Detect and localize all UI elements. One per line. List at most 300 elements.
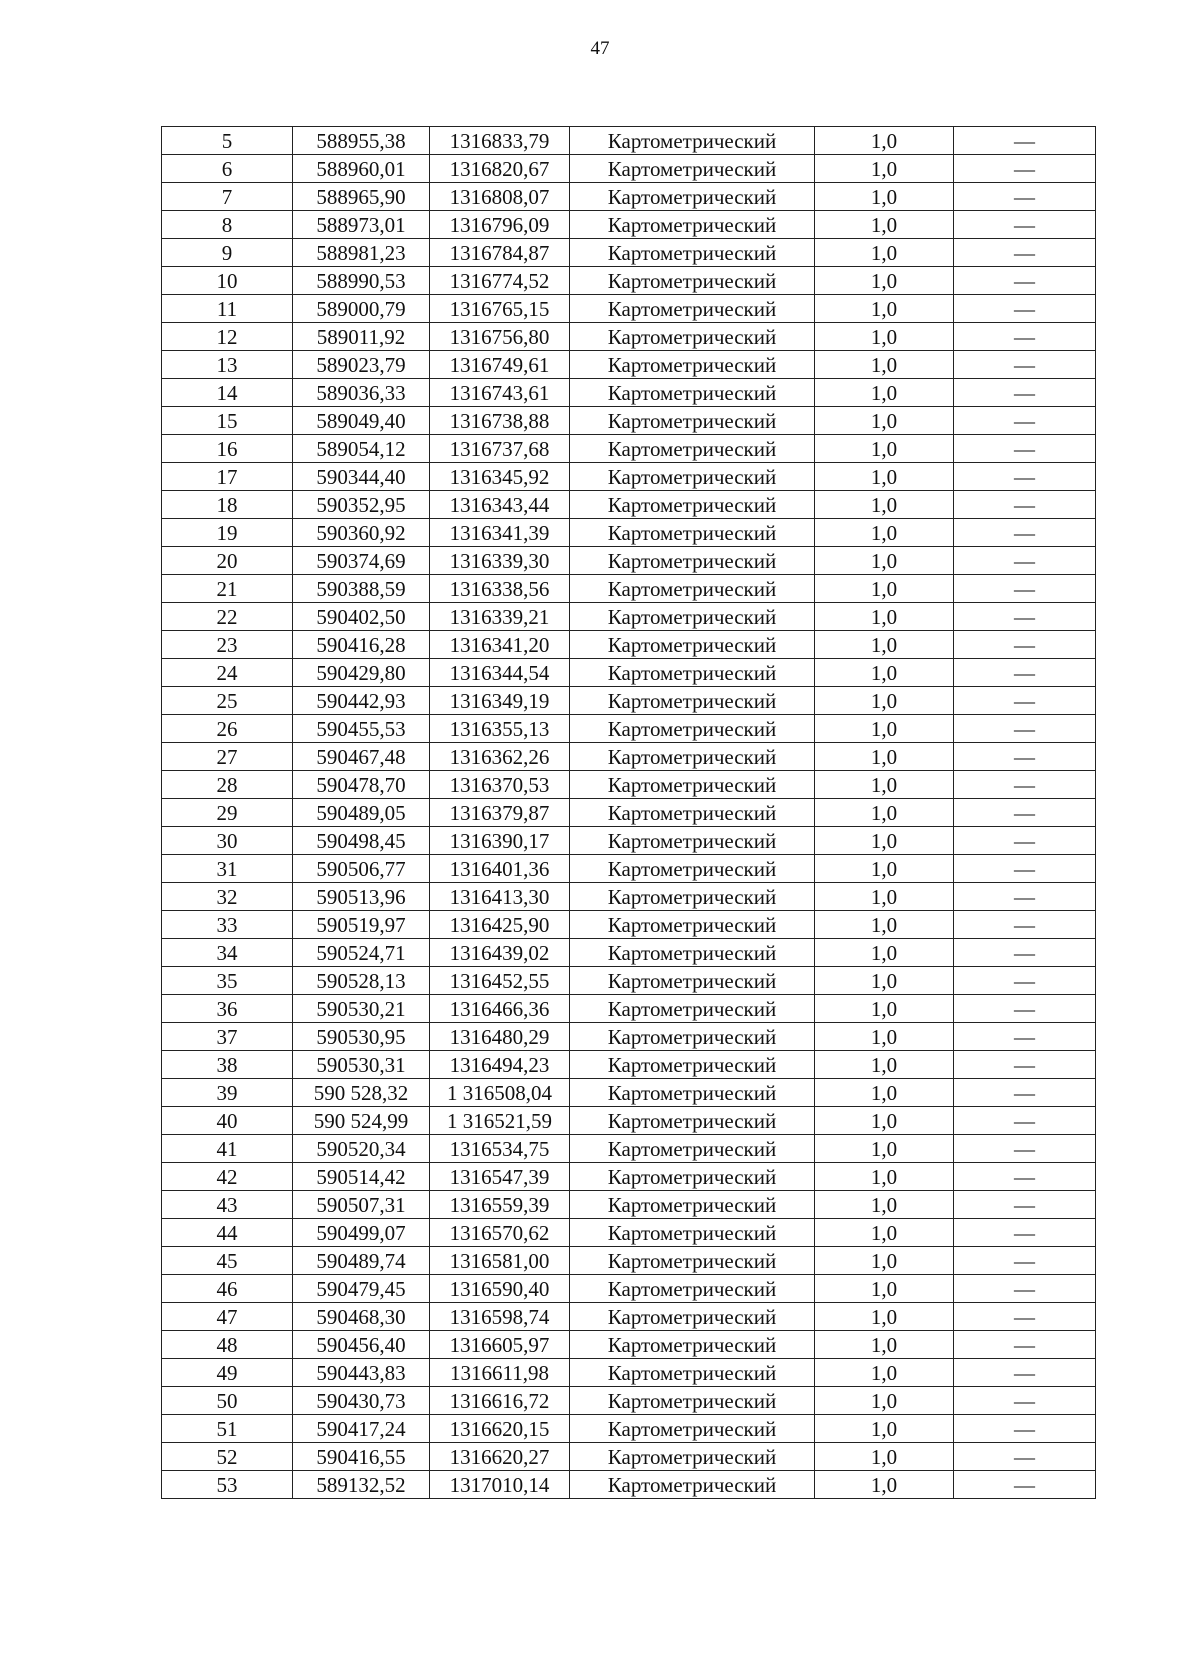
method-cell: Картометрический — [570, 547, 815, 575]
y-coordinate-cell: 1316344,54 — [430, 659, 570, 687]
accuracy-cell: 1,0 — [815, 687, 954, 715]
point-number-cell: 45 — [162, 1247, 293, 1275]
table-row — [162, 575, 1096, 603]
point-number-cell: 43 — [162, 1191, 293, 1219]
method-cell: Картометрический — [570, 799, 815, 827]
accuracy-cell: 1,0 — [815, 1023, 954, 1051]
coordinates-table — [161, 126, 1096, 1499]
accuracy-cell: 1,0 — [815, 1471, 954, 1499]
y-coordinate-cell: 1316439,02 — [430, 939, 570, 967]
accuracy-cell: 1,0 — [815, 1051, 954, 1079]
table-row — [162, 1303, 1096, 1331]
x-coordinate-cell: 590352,95 — [293, 491, 430, 519]
method-cell: Картометрический — [570, 1415, 815, 1443]
point-number-cell: 27 — [162, 743, 293, 771]
x-coordinate-cell: 588981,23 — [293, 239, 430, 267]
method-cell: Картометрический — [570, 771, 815, 799]
x-coordinate-cell: 590478,70 — [293, 771, 430, 799]
x-coordinate-cell: 590530,21 — [293, 995, 430, 1023]
accuracy-cell: 1,0 — [815, 351, 954, 379]
table-row — [162, 323, 1096, 351]
note-cell: — — [954, 911, 1096, 939]
accuracy-cell: 1,0 — [815, 1079, 954, 1107]
accuracy-cell: 1,0 — [815, 1443, 954, 1471]
note-cell: — — [954, 127, 1096, 155]
y-coordinate-cell: 1316605,97 — [430, 1331, 570, 1359]
method-cell: Картометрический — [570, 911, 815, 939]
method-cell: Картометрический — [570, 1387, 815, 1415]
note-cell: — — [954, 1443, 1096, 1471]
note-cell: — — [954, 771, 1096, 799]
note-cell: — — [954, 967, 1096, 995]
accuracy-cell: 1,0 — [815, 967, 954, 995]
x-coordinate-cell: 590498,45 — [293, 827, 430, 855]
point-number-cell: 37 — [162, 1023, 293, 1051]
note-cell: — — [954, 995, 1096, 1023]
point-number-cell: 14 — [162, 379, 293, 407]
point-number-cell: 23 — [162, 631, 293, 659]
point-number-cell: 32 — [162, 883, 293, 911]
note-cell: — — [954, 1415, 1096, 1443]
method-cell: Картометрический — [570, 855, 815, 883]
note-cell: — — [954, 1135, 1096, 1163]
point-number-cell: 44 — [162, 1219, 293, 1247]
point-number-cell: 22 — [162, 603, 293, 631]
table-row — [162, 183, 1096, 211]
table-row — [162, 1415, 1096, 1443]
method-cell: Картометрический — [570, 127, 815, 155]
point-number-cell: 12 — [162, 323, 293, 351]
y-coordinate-cell: 1316820,67 — [430, 155, 570, 183]
method-cell: Картометрический — [570, 267, 815, 295]
accuracy-cell: 1,0 — [815, 463, 954, 491]
point-number-cell: 15 — [162, 407, 293, 435]
accuracy-cell: 1,0 — [815, 1219, 954, 1247]
method-cell: Картометрический — [570, 1331, 815, 1359]
table-row — [162, 855, 1096, 883]
note-cell: — — [954, 631, 1096, 659]
y-coordinate-cell: 1316534,75 — [430, 1135, 570, 1163]
note-cell: — — [954, 603, 1096, 631]
y-coordinate-cell: 1 316508,04 — [430, 1079, 570, 1107]
note-cell: — — [954, 1051, 1096, 1079]
table-row — [162, 687, 1096, 715]
x-coordinate-cell: 590479,45 — [293, 1275, 430, 1303]
table-row — [162, 295, 1096, 323]
method-cell: Картометрический — [570, 1135, 815, 1163]
table-row — [162, 463, 1096, 491]
method-cell: Картометрический — [570, 519, 815, 547]
table-row — [162, 631, 1096, 659]
method-cell: Картометрический — [570, 659, 815, 687]
table-row — [162, 1023, 1096, 1051]
x-coordinate-cell: 590513,96 — [293, 883, 430, 911]
accuracy-cell: 1,0 — [815, 1303, 954, 1331]
point-number-cell: 28 — [162, 771, 293, 799]
point-number-cell: 33 — [162, 911, 293, 939]
method-cell: Картометрический — [570, 1107, 815, 1135]
note-cell: — — [954, 239, 1096, 267]
x-coordinate-cell: 590416,55 — [293, 1443, 430, 1471]
table-row — [162, 603, 1096, 631]
table-row — [162, 1079, 1096, 1107]
y-coordinate-cell: 1316590,40 — [430, 1275, 570, 1303]
accuracy-cell: 1,0 — [815, 1107, 954, 1135]
accuracy-cell: 1,0 — [815, 827, 954, 855]
accuracy-cell: 1,0 — [815, 911, 954, 939]
accuracy-cell: 1,0 — [815, 267, 954, 295]
accuracy-cell: 1,0 — [815, 519, 954, 547]
y-coordinate-cell: 1316616,72 — [430, 1387, 570, 1415]
y-coordinate-cell: 1316570,62 — [430, 1219, 570, 1247]
x-coordinate-cell: 590467,48 — [293, 743, 430, 771]
method-cell: Картометрический — [570, 379, 815, 407]
x-coordinate-cell: 590429,80 — [293, 659, 430, 687]
table-row — [162, 1359, 1096, 1387]
y-coordinate-cell: 1316743,61 — [430, 379, 570, 407]
accuracy-cell: 1,0 — [815, 631, 954, 659]
note-cell: — — [954, 575, 1096, 603]
note-cell: — — [954, 1471, 1096, 1499]
method-cell: Картометрический — [570, 155, 815, 183]
method-cell: Картометрический — [570, 463, 815, 491]
table-row — [162, 351, 1096, 379]
method-cell: Картометрический — [570, 1191, 815, 1219]
note-cell: — — [954, 1247, 1096, 1275]
table-row — [162, 379, 1096, 407]
accuracy-cell: 1,0 — [815, 883, 954, 911]
point-number-cell: 7 — [162, 183, 293, 211]
method-cell: Картометрический — [570, 995, 815, 1023]
y-coordinate-cell: 1316581,00 — [430, 1247, 570, 1275]
method-cell: Картометрический — [570, 939, 815, 967]
accuracy-cell: 1,0 — [815, 183, 954, 211]
accuracy-cell: 1,0 — [815, 1275, 954, 1303]
x-coordinate-cell: 589132,52 — [293, 1471, 430, 1499]
point-number-cell: 47 — [162, 1303, 293, 1331]
x-coordinate-cell: 588973,01 — [293, 211, 430, 239]
accuracy-cell: 1,0 — [815, 743, 954, 771]
point-number-cell: 9 — [162, 239, 293, 267]
accuracy-cell: 1,0 — [815, 155, 954, 183]
note-cell: — — [954, 155, 1096, 183]
x-coordinate-cell: 588965,90 — [293, 183, 430, 211]
note-cell: — — [954, 407, 1096, 435]
x-coordinate-cell: 589049,40 — [293, 407, 430, 435]
table-row — [162, 1247, 1096, 1275]
table-row — [162, 1443, 1096, 1471]
method-cell: Картометрический — [570, 1079, 815, 1107]
accuracy-cell: 1,0 — [815, 295, 954, 323]
x-coordinate-cell: 590520,34 — [293, 1135, 430, 1163]
x-coordinate-cell: 590 524,99 — [293, 1107, 430, 1135]
table-row — [162, 1135, 1096, 1163]
y-coordinate-cell: 1316611,98 — [430, 1359, 570, 1387]
x-coordinate-cell: 590 528,32 — [293, 1079, 430, 1107]
accuracy-cell: 1,0 — [815, 1191, 954, 1219]
method-cell: Картометрический — [570, 715, 815, 743]
y-coordinate-cell: 1317010,14 — [430, 1471, 570, 1499]
method-cell: Картометрический — [570, 183, 815, 211]
point-number-cell: 53 — [162, 1471, 293, 1499]
point-number-cell: 52 — [162, 1443, 293, 1471]
point-number-cell: 51 — [162, 1415, 293, 1443]
y-coordinate-cell: 1316774,52 — [430, 267, 570, 295]
point-number-cell: 49 — [162, 1359, 293, 1387]
y-coordinate-cell: 1316738,88 — [430, 407, 570, 435]
table-row — [162, 995, 1096, 1023]
y-coordinate-cell: 1316749,61 — [430, 351, 570, 379]
note-cell: — — [954, 435, 1096, 463]
y-coordinate-cell: 1316341,39 — [430, 519, 570, 547]
note-cell: — — [954, 743, 1096, 771]
point-number-cell: 40 — [162, 1107, 293, 1135]
y-coordinate-cell: 1316339,21 — [430, 603, 570, 631]
x-coordinate-cell: 590402,50 — [293, 603, 430, 631]
table-row — [162, 743, 1096, 771]
point-number-cell: 17 — [162, 463, 293, 491]
accuracy-cell: 1,0 — [815, 1387, 954, 1415]
y-coordinate-cell: 1316559,39 — [430, 1191, 570, 1219]
table-row — [162, 827, 1096, 855]
accuracy-cell: 1,0 — [815, 547, 954, 575]
table-row — [162, 1331, 1096, 1359]
point-number-cell: 25 — [162, 687, 293, 715]
note-cell: — — [954, 1079, 1096, 1107]
y-coordinate-cell: 1316355,13 — [430, 715, 570, 743]
table-row — [162, 547, 1096, 575]
x-coordinate-cell: 590360,92 — [293, 519, 430, 547]
coordinates-table-body — [162, 127, 1096, 1499]
table-row — [162, 659, 1096, 687]
y-coordinate-cell: 1316808,07 — [430, 183, 570, 211]
method-cell: Картометрический — [570, 1023, 815, 1051]
x-coordinate-cell: 590507,31 — [293, 1191, 430, 1219]
note-cell: — — [954, 323, 1096, 351]
x-coordinate-cell: 590514,42 — [293, 1163, 430, 1191]
method-cell: Картометрический — [570, 1247, 815, 1275]
y-coordinate-cell: 1316390,17 — [430, 827, 570, 855]
point-number-cell: 36 — [162, 995, 293, 1023]
table-row — [162, 967, 1096, 995]
method-cell: Картометрический — [570, 1471, 815, 1499]
table-row — [162, 1275, 1096, 1303]
method-cell: Картометрический — [570, 603, 815, 631]
note-cell: — — [954, 1387, 1096, 1415]
point-number-cell: 10 — [162, 267, 293, 295]
accuracy-cell: 1,0 — [815, 323, 954, 351]
note-cell: — — [954, 1023, 1096, 1051]
note-cell: — — [954, 463, 1096, 491]
point-number-cell: 42 — [162, 1163, 293, 1191]
method-cell: Картометрический — [570, 1443, 815, 1471]
table-row — [162, 155, 1096, 183]
table-row — [162, 407, 1096, 435]
x-coordinate-cell: 589000,79 — [293, 295, 430, 323]
y-coordinate-cell: 1316756,80 — [430, 323, 570, 351]
table-row — [162, 1219, 1096, 1247]
table-row — [162, 939, 1096, 967]
note-cell: — — [954, 379, 1096, 407]
y-coordinate-cell: 1316338,56 — [430, 575, 570, 603]
point-number-cell: 20 — [162, 547, 293, 575]
point-number-cell: 35 — [162, 967, 293, 995]
point-number-cell: 21 — [162, 575, 293, 603]
point-number-cell: 18 — [162, 491, 293, 519]
y-coordinate-cell: 1316341,20 — [430, 631, 570, 659]
x-coordinate-cell: 589023,79 — [293, 351, 430, 379]
accuracy-cell: 1,0 — [815, 491, 954, 519]
y-coordinate-cell: 1316401,36 — [430, 855, 570, 883]
table-row — [162, 491, 1096, 519]
table-row — [162, 1471, 1096, 1499]
table-row — [162, 1051, 1096, 1079]
note-cell: — — [954, 687, 1096, 715]
table-row — [162, 1107, 1096, 1135]
y-coordinate-cell: 1316370,53 — [430, 771, 570, 799]
x-coordinate-cell: 590530,95 — [293, 1023, 430, 1051]
x-coordinate-cell: 588960,01 — [293, 155, 430, 183]
x-coordinate-cell: 590528,13 — [293, 967, 430, 995]
note-cell: — — [954, 295, 1096, 323]
accuracy-cell: 1,0 — [815, 799, 954, 827]
method-cell: Картометрический — [570, 435, 815, 463]
point-number-cell: 19 — [162, 519, 293, 547]
point-number-cell: 31 — [162, 855, 293, 883]
y-coordinate-cell: 1316343,44 — [430, 491, 570, 519]
note-cell: — — [954, 1163, 1096, 1191]
method-cell: Картометрический — [570, 575, 815, 603]
x-coordinate-cell: 590344,40 — [293, 463, 430, 491]
note-cell: — — [954, 267, 1096, 295]
y-coordinate-cell: 1 316521,59 — [430, 1107, 570, 1135]
x-coordinate-cell: 590519,97 — [293, 911, 430, 939]
y-coordinate-cell: 1316620,27 — [430, 1443, 570, 1471]
accuracy-cell: 1,0 — [815, 715, 954, 743]
y-coordinate-cell: 1316362,26 — [430, 743, 570, 771]
y-coordinate-cell: 1316413,30 — [430, 883, 570, 911]
method-cell: Картометрический — [570, 295, 815, 323]
x-coordinate-cell: 590499,07 — [293, 1219, 430, 1247]
y-coordinate-cell: 1316833,79 — [430, 127, 570, 155]
accuracy-cell: 1,0 — [815, 603, 954, 631]
table-row — [162, 771, 1096, 799]
method-cell: Картометрический — [570, 687, 815, 715]
accuracy-cell: 1,0 — [815, 1163, 954, 1191]
point-number-cell: 13 — [162, 351, 293, 379]
accuracy-cell: 1,0 — [815, 1247, 954, 1275]
y-coordinate-cell: 1316379,87 — [430, 799, 570, 827]
x-coordinate-cell: 590489,74 — [293, 1247, 430, 1275]
x-coordinate-cell: 590489,05 — [293, 799, 430, 827]
table-row — [162, 239, 1096, 267]
y-coordinate-cell: 1316339,30 — [430, 547, 570, 575]
table-row — [162, 911, 1096, 939]
table-row — [162, 519, 1096, 547]
x-coordinate-cell: 590416,28 — [293, 631, 430, 659]
accuracy-cell: 1,0 — [815, 1135, 954, 1163]
point-number-cell: 30 — [162, 827, 293, 855]
point-number-cell: 48 — [162, 1331, 293, 1359]
note-cell: — — [954, 183, 1096, 211]
x-coordinate-cell: 590430,73 — [293, 1387, 430, 1415]
x-coordinate-cell: 590524,71 — [293, 939, 430, 967]
note-cell: — — [954, 211, 1096, 239]
accuracy-cell: 1,0 — [815, 211, 954, 239]
accuracy-cell: 1,0 — [815, 1359, 954, 1387]
accuracy-cell: 1,0 — [815, 127, 954, 155]
table-row — [162, 435, 1096, 463]
method-cell: Картометрический — [570, 1163, 815, 1191]
method-cell: Картометрический — [570, 967, 815, 995]
table-row — [162, 883, 1096, 911]
y-coordinate-cell: 1316494,23 — [430, 1051, 570, 1079]
point-number-cell: 29 — [162, 799, 293, 827]
note-cell: — — [954, 939, 1096, 967]
method-cell: Картометрический — [570, 1051, 815, 1079]
method-cell: Картометрический — [570, 1359, 815, 1387]
x-coordinate-cell: 590468,30 — [293, 1303, 430, 1331]
method-cell: Картометрический — [570, 827, 815, 855]
method-cell: Картометрический — [570, 883, 815, 911]
x-coordinate-cell: 590417,24 — [293, 1415, 430, 1443]
x-coordinate-cell: 590506,77 — [293, 855, 430, 883]
table-row — [162, 799, 1096, 827]
table-row — [162, 211, 1096, 239]
method-cell: Картометрический — [570, 323, 815, 351]
note-cell: — — [954, 1191, 1096, 1219]
y-coordinate-cell: 1316466,36 — [430, 995, 570, 1023]
y-coordinate-cell: 1316345,92 — [430, 463, 570, 491]
y-coordinate-cell: 1316425,90 — [430, 911, 570, 939]
point-number-cell: 39 — [162, 1079, 293, 1107]
method-cell: Картометрический — [570, 351, 815, 379]
note-cell: — — [954, 715, 1096, 743]
method-cell: Картометрический — [570, 743, 815, 771]
accuracy-cell: 1,0 — [815, 435, 954, 463]
x-coordinate-cell: 588955,38 — [293, 127, 430, 155]
accuracy-cell: 1,0 — [815, 575, 954, 603]
method-cell: Картометрический — [570, 239, 815, 267]
x-coordinate-cell: 590530,31 — [293, 1051, 430, 1079]
table-row — [162, 715, 1096, 743]
method-cell: Картометрический — [570, 407, 815, 435]
table-row — [162, 1387, 1096, 1415]
accuracy-cell: 1,0 — [815, 1415, 954, 1443]
note-cell: — — [954, 1303, 1096, 1331]
point-number-cell: 50 — [162, 1387, 293, 1415]
y-coordinate-cell: 1316598,74 — [430, 1303, 570, 1331]
accuracy-cell: 1,0 — [815, 855, 954, 883]
point-number-cell: 41 — [162, 1135, 293, 1163]
x-coordinate-cell: 590456,40 — [293, 1331, 430, 1359]
accuracy-cell: 1,0 — [815, 939, 954, 967]
point-number-cell: 24 — [162, 659, 293, 687]
method-cell: Картометрический — [570, 211, 815, 239]
y-coordinate-cell: 1316620,15 — [430, 1415, 570, 1443]
x-coordinate-cell: 590443,83 — [293, 1359, 430, 1387]
accuracy-cell: 1,0 — [815, 771, 954, 799]
note-cell: — — [954, 1107, 1096, 1135]
page-number: 47 — [590, 38, 610, 59]
note-cell: — — [954, 883, 1096, 911]
method-cell: Картометрический — [570, 1275, 815, 1303]
x-coordinate-cell: 590455,53 — [293, 715, 430, 743]
point-number-cell: 38 — [162, 1051, 293, 1079]
accuracy-cell: 1,0 — [815, 239, 954, 267]
accuracy-cell: 1,0 — [815, 995, 954, 1023]
note-cell: — — [954, 1275, 1096, 1303]
